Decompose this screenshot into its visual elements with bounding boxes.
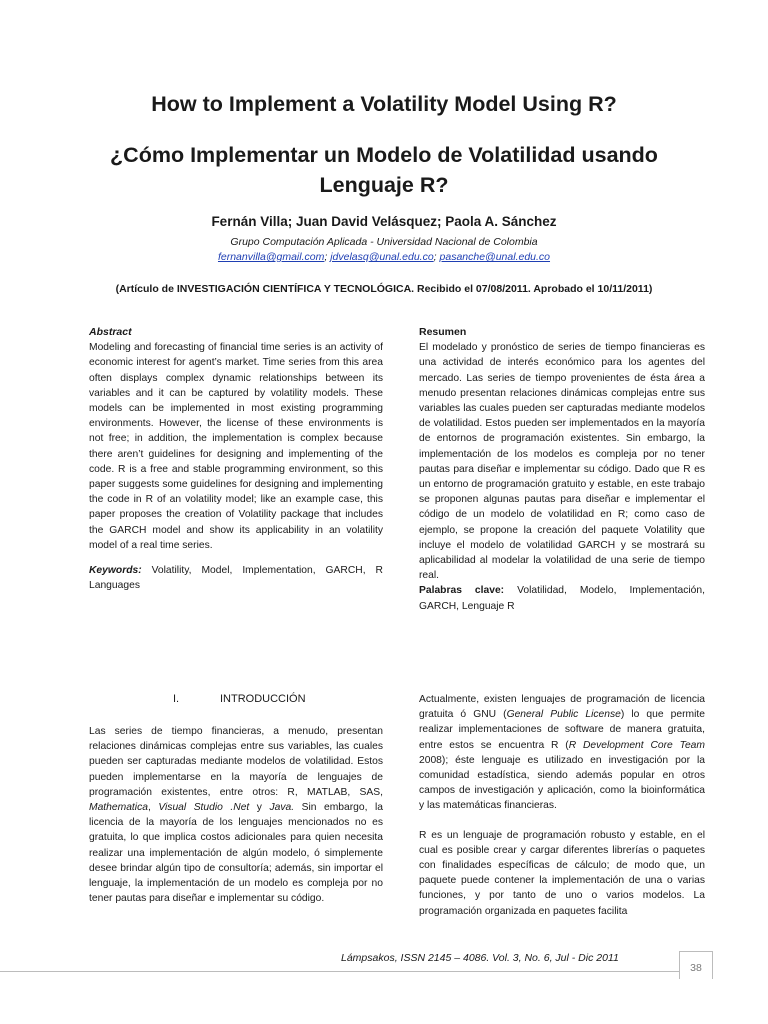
intro-right-text-mid: ) lo que permite realizar implementaciones de software de manera gratuita, entre estos se encuentra R ( [419,709,705,751]
resumen-block [419,325,705,614]
email-link-3[interactable]: pasanche@unal.edu.co [439,251,551,263]
article-info: (Artículo de INVESTIGACIÓN CIENTÍFICA Y TECNOLÓGICA. Recibido el 07/08/2011. Aprobado el 10/11/2011) [115,283,653,295]
palabras-clave-label: Palabras clave: [419,585,505,597]
intro-right-text: Actualmente, existen lenguajes de programación de licencia gratuita ó GNU ( [419,694,705,721]
intro-left-column [89,724,383,906]
affiliation: Grupo Computación Aplicada - Universidad Nacional de Colombia [230,236,538,248]
section-title: INTRODUCCIÓN [220,693,306,705]
palabras-clave [419,583,705,613]
paper-title-spanish: ¿Cómo Implementar un Modelo de Volatilidad usando Lenguaje R? [110,143,658,197]
intro-right-text-end: 2008); éste lenguaje es utilizado en investigación por la comunidad estadística, siendo además popular en otros campos de investigación y aplicación, como la bioinformática y las matemáticas financieras. [419,754,705,812]
footer-divider [0,971,680,972]
intro-text-and: y [249,802,270,814]
intro-italic-java: Java. [269,802,295,814]
keywords-text: Volatility, Model, Implementation, GARCH, R Languages [89,565,383,592]
resumen-heading: Resumen [419,326,467,338]
intro-text-end: Sin embargo, la licencia de la mayoría de los lenguajes mencionados no es gratuita, lo que implica costos adicionales para quien necesita realizar una implementación de algún modelo, ó simplemente desee brindar algún tipo de consultoría; además, sin importar el lenguaje, la implementación de un modelo es compleja por no tener pautas para diseñar e implementar su código. [89,802,383,905]
page-number: 38 [679,951,713,979]
intro-italic-visualstudio: Visual Studio .Net [158,802,250,814]
intro-right-column [419,692,705,919]
journal-citation: Lámpsakos, ISSN 2145 – 4086. Vol. 3, No. 6, Jul - Dic 2011 [341,952,619,964]
email-link-2[interactable]: jdvelasq@unal.edu.co [330,251,434,263]
intro-italic-gpl: General Public License [506,709,621,721]
keywords-label: Keywords: [89,565,142,577]
intro-right-paragraph-1 [419,692,705,814]
intro-text-comma: , [147,802,159,814]
email-list [0,251,768,263]
intro-text: Las series de tiempo financieras, a menudo, presentan relaciones dinámicas complejas entre sus variables, las cuales pueden ser capturadas mediante modelos de volatilidad. Estos pueden implementarse en la mayoría de lenguajes de programación existentes, entre otros: R, MATLAB, SAS, [89,726,383,798]
intro-paragraph-1 [89,724,383,906]
email-separator: ; [324,251,331,263]
abstract-heading: Abstract [89,326,132,338]
resumen-text: El modelado y pronóstico de series de tiempo financieras es una actividad de interés económico para los agentes del mercado. Las series de tiempo provenientes de ésta área a menudo presentan relaciones dinámicas complejas entre sus variables las cuales pueden ser capturadas mediante modelos de volatilidad. Estos pueden ser implementados en la mayoría de entornos de programación existentes. Sin embargo, la implementación de los modelos es compleja por no tener pautas para diseñar e implementar su código. Dado que R es un entorno de programación gratuito y estable, en este trabajo se proponen algunas pautas para diseñar e implementar el código de un modelo de volatilidad en R; como caso de ejemplo, se propone la creación del paquete Volatility que incluye el modelo de volatilidad GARCH y se mostrará su aplicabilidad al modelar la volatilidad de una serie de tiempo real. [419,342,705,582]
email-link-1[interactable]: fernanvilla@gmail.com [217,251,325,263]
abstract-text: Modeling and forecasting of financial time series is an activity of economic interest for agent’s market. Time series from this area often displays complex dynamic relationships between its variables and it can be captured by volatility models. These models can be implemented in most existing programming environments. However, the license of these environments is not free; in addition, the implementation is complex because there aren’t guidelines for designing and implementing of the code. R is a free and stable programming environment, so this paper suggests some guidelines for designing and implementing the code in R of an volatility model; like an example case, this paper proposes the creation of Volatility package that includes the GARCH model and show its applicability in an volatility model of a real time series. [89,342,383,551]
author-list: Fernán Villa; Juan David Velásquez; Paola A. Sánchez [211,214,557,229]
abstract-block [89,325,383,593]
intro-italic-rdct: R Development Core Team [568,739,705,751]
section-number: I. [173,693,180,705]
paper-title-english: How to Implement a Volatility Model Using R? [151,92,617,116]
palabras-clave-text: Volatilidad, Modelo, Implementación, GARCH, Lenguaje R [419,585,705,612]
intro-italic-mathematica: Mathematica [89,802,148,814]
keywords [89,563,383,593]
email-separator: ; [433,251,440,263]
intro-right-paragraph-2: R es un lenguaje de programación robusto y estable, en el cual es posible crear y cargar diferentes librerías o paquetes con finalidades específicas de cálculo; de modo que, un paquete puede contener la implementación de una o varias funciones, y por tanto de uno o varios modelos. La programación organizada en paquetes facilita [419,829,705,917]
